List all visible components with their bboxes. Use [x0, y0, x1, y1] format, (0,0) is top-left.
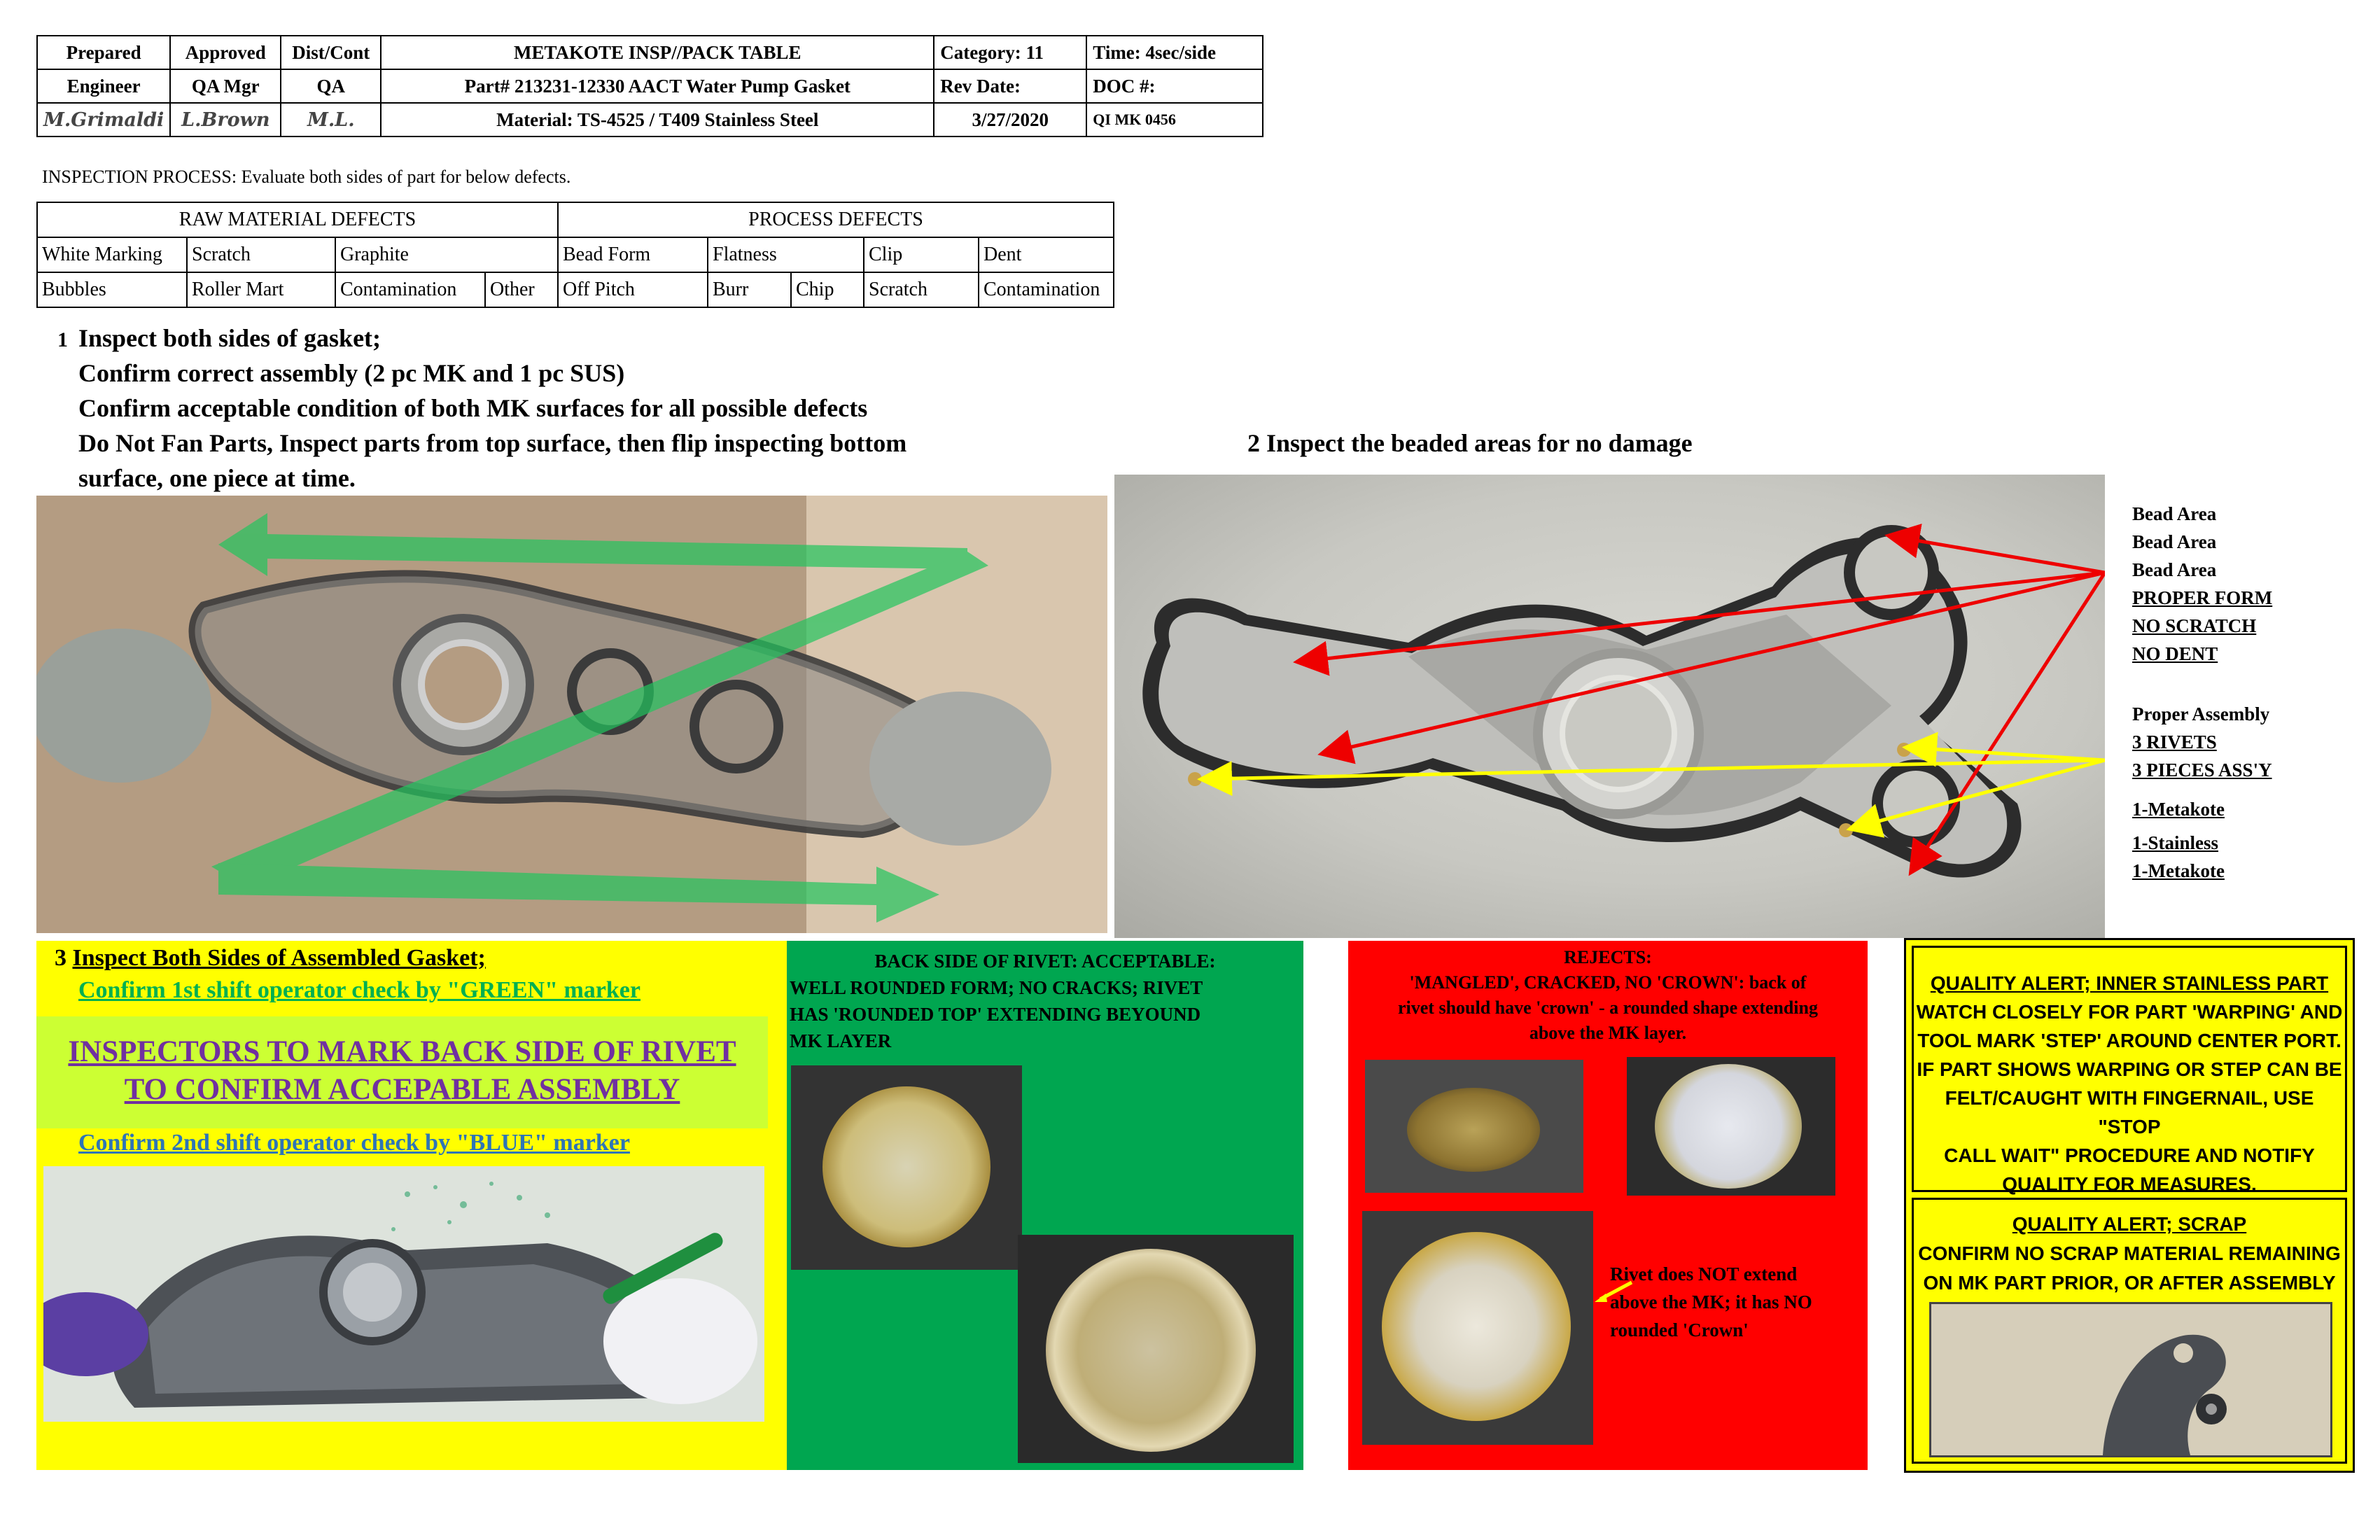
acceptable-line: BACK SIDE OF RIVET: ACCEPTABLE: — [874, 951, 1216, 972]
defect-cell: Bead Form — [558, 237, 708, 272]
rivet-image — [1046, 1249, 1256, 1452]
reject-note-line: rounded 'Crown' — [1610, 1320, 1749, 1340]
beaded-gasket-photo — [1114, 475, 2105, 938]
rivet-image — [822, 1086, 990, 1247]
part-number: Part# 213231-12330 AACT Water Pump Gasket — [381, 69, 934, 103]
rejects-text — [1348, 945, 1868, 1046]
step-1-number: 1 — [57, 328, 68, 351]
alert-line: CONFIRM NO SCRAP MATERIAL REMAINING — [1918, 1242, 2341, 1264]
marker-check-graphic — [43, 1166, 764, 1422]
defect-cell: Flatness — [708, 237, 864, 272]
rivets-label: 3 RIVETS — [2132, 732, 2217, 752]
defect-cell: Roller Mart — [187, 272, 335, 307]
qa-mgr-label: QA Mgr — [170, 69, 281, 103]
reject-note-line: Rivet does NOT extend — [1610, 1264, 1798, 1284]
beaded-gasket-graphic — [1114, 475, 2105, 938]
alert-line: ON MK PART PRIOR, OR AFTER ASSEMBLY — [1923, 1272, 2336, 1294]
step-1-instructions — [78, 321, 906, 496]
doc-number: QI MK 0456 — [1086, 103, 1263, 136]
approved-label: Approved — [170, 36, 281, 69]
scrap-photo — [1929, 1302, 2332, 1457]
step-2-text: Inspect the beaded areas for no damage — [1266, 429, 1693, 457]
rejects-line: 'MANGLED', CRACKED, NO 'CROWN': back of — [1409, 972, 1807, 993]
bead-area-label: Bead Area — [2132, 559, 2217, 580]
quality-alert-stainless — [1912, 946, 2347, 1195]
blue-marker-text: Confirm 2nd shift operator check by "BLUE" marker — [78, 1130, 630, 1156]
defect-cell: Contamination — [335, 272, 485, 307]
engineer-signature: M.Grimaldi — [37, 103, 170, 136]
reject-rivet-photo — [1627, 1057, 1835, 1196]
reject-note-line: above the MK; it has NO — [1610, 1292, 1812, 1312]
alert-line: CALL WAIT" PROCEDURE AND NOTIFY — [1944, 1144, 2315, 1166]
engineer-label: Engineer — [37, 69, 170, 103]
rev-date: 3/27/2020 — [934, 103, 1086, 136]
dist-cont-label: Dist/Cont — [281, 36, 381, 69]
defect-cell: Clip — [864, 237, 979, 272]
defect-cell: Off Pitch — [558, 272, 708, 307]
defect-cell: Graphite — [335, 237, 558, 272]
acceptable-panel — [787, 941, 1303, 1470]
defect-cell: Scratch — [864, 272, 979, 307]
metakote-label: 1-Metakote — [2132, 799, 2225, 820]
time-label: Time: 4sec/side — [1086, 36, 1263, 69]
stainless-label: 1-Stainless — [2132, 832, 2219, 853]
table-title: METAKOTE INSP//PACK TABLE — [381, 36, 934, 69]
rejects-title: REJECTS: — [1564, 947, 1652, 967]
step-3-panel — [36, 941, 787, 1470]
marker-check-photo — [43, 1166, 764, 1422]
gasket-inspection-photo — [36, 496, 1107, 933]
alert-line: FELT/CAUGHT WITH FINGERNAIL, USE "STOP — [1945, 1087, 2314, 1138]
right-labels — [2132, 500, 2272, 885]
prepared-label: Prepared — [37, 36, 170, 69]
reject-rivet-photo — [1362, 1211, 1593, 1445]
alert-line: TOOL MARK 'STEP' AROUND CENTER PORT. — [1917, 1030, 2342, 1051]
alert-line: QUALITY ALERT; SCRAP — [2012, 1213, 2247, 1235]
pieces-label: 3 PIECES ASS'Y — [2132, 760, 2272, 780]
defect-cell: Bubbles — [37, 272, 187, 307]
alert-line: QUALITY FOR MEASURES. — [2002, 1173, 2257, 1195]
rivet-image — [1407, 1088, 1540, 1172]
step-1-line: Confirm acceptable condition of both MK surfaces for all possible defects — [78, 394, 868, 422]
mark-rivet-banner — [36, 1016, 768, 1128]
mark-rivet-line: TO CONFIRM ACCEPABLE ASSEMBLY — [124, 1073, 680, 1106]
defect-cell: Contamination — [979, 272, 1114, 307]
rejects-line: rivet should have 'crown' - a rounded shape extending — [1397, 997, 1818, 1018]
acceptable-line: WELL ROUNDED FORM; NO CRACKS; RIVET — [790, 977, 1203, 998]
quality-alerts-panel — [1904, 938, 2355, 1473]
header-table — [36, 35, 1264, 137]
step-2-number: 2 — [1247, 429, 1260, 457]
defect-cell: White Marking — [37, 237, 187, 272]
acceptable-line: HAS 'ROUNDED TOP' EXTENDING BEYOUND — [790, 1004, 1201, 1025]
scrap-graphic — [1931, 1304, 2330, 1455]
doc-label: DOC #: — [1086, 69, 1263, 103]
bead-area-label: Bead Area — [2132, 531, 2217, 552]
defects-table — [36, 202, 1114, 308]
alert-line: WATCH CLOSELY FOR PART 'WARPING' AND — [1916, 1001, 2343, 1023]
defect-cell: Other — [485, 272, 558, 307]
reject-rivet-photo — [1365, 1060, 1583, 1193]
defect-cell: Chip — [791, 272, 864, 307]
metakote-label: 1-Metakote — [2132, 860, 2225, 881]
qa-signature: M.L. — [281, 103, 381, 136]
step-1-line: surface, one piece at time. — [78, 464, 356, 492]
alert-line: IF PART SHOWS WARPING OR STEP CAN BE — [1917, 1058, 2342, 1080]
acceptable-rivet-photo — [1018, 1235, 1294, 1463]
reject-note — [1610, 1260, 1812, 1344]
step-1-line: Inspect both sides of gasket; — [78, 324, 382, 352]
no-scratch-label: NO SCRATCH — [2132, 615, 2257, 636]
rejects-line: above the MK layer. — [1529, 1023, 1687, 1043]
rivet-image — [1655, 1064, 1802, 1189]
qa-label: QA — [281, 69, 381, 103]
raw-defects-header: RAW MATERIAL DEFECTS — [37, 202, 558, 237]
category-label: Category: 11 — [934, 36, 1086, 69]
green-marker-text: Confirm 1st shift operator check by "GREEN" marker — [78, 977, 640, 1003]
acceptable-rivet-photo — [791, 1065, 1022, 1270]
step-1-line: Do Not Fan Parts, Inspect parts from top surface, then flip inspecting bottom — [78, 429, 907, 457]
quality-alert-scrap — [1912, 1198, 2347, 1464]
proper-form-label: PROPER FORM — [2132, 587, 2273, 608]
material: Material: TS-4525 / T409 Stainless Steel — [381, 103, 934, 136]
no-dent-label: NO DENT — [2132, 643, 2218, 664]
alert-line: QUALITY ALERT; INNER STAINLESS PART — [1930, 972, 2329, 994]
gasket-photo-graphic — [36, 496, 1107, 933]
inspection-process-text: INSPECTION PROCESS: Evaluate both sides of part for below defects. — [42, 167, 571, 187]
defect-cell: Scratch — [187, 237, 335, 272]
acceptable-text — [787, 948, 1303, 1054]
acceptable-line: MK LAYER — [790, 1030, 892, 1051]
step-1-line: Confirm correct assembly (2 pc MK and 1 pc SUS) — [78, 359, 625, 387]
step-2-heading — [1247, 426, 1693, 461]
process-defects-header: PROCESS DEFECTS — [558, 202, 1114, 237]
proper-assembly-label: Proper Assembly — [2132, 704, 2270, 724]
bead-area-label: Bead Area — [2132, 503, 2217, 524]
rev-date-label: Rev Date: — [934, 69, 1086, 103]
defect-cell: Dent — [979, 237, 1114, 272]
rejects-panel — [1348, 941, 1868, 1470]
mark-rivet-line: INSPECTORS TO MARK BACK SIDE OF RIVET — [68, 1035, 736, 1068]
qa-mgr-signature: L.Brown — [170, 103, 281, 136]
step-3-title: 3 Inspect Both Sides of Assembled Gasket; — [55, 945, 486, 971]
defect-cell: Burr — [708, 272, 791, 307]
rivet-image — [1382, 1232, 1571, 1421]
